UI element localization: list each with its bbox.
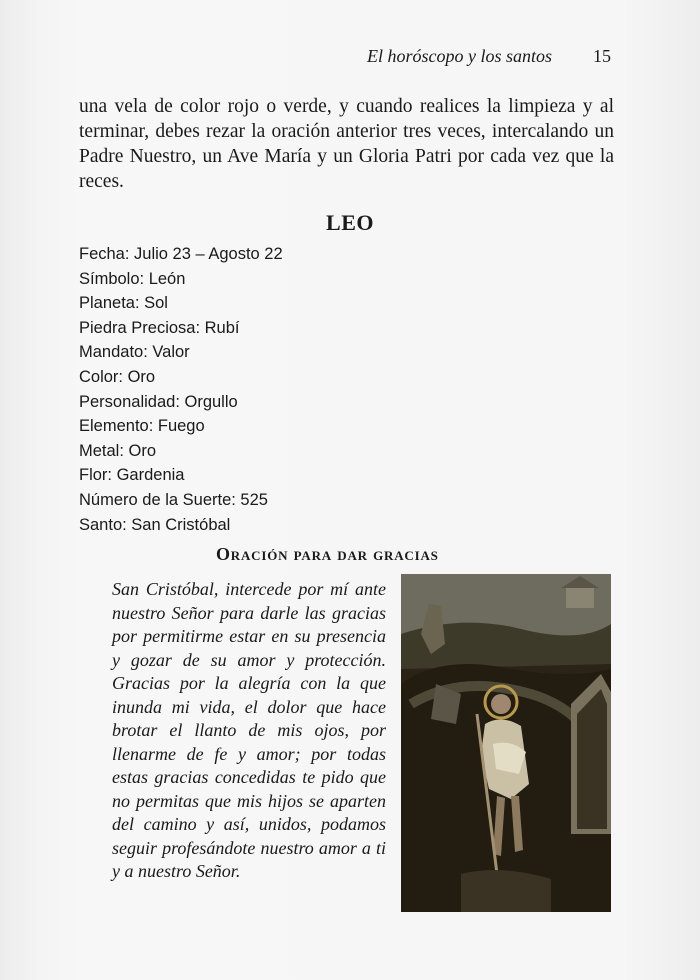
prayer-title: Oración para dar gracias (216, 544, 439, 564)
painting-illustration (401, 574, 611, 912)
fact-personality: Personalidad: Orgullo (79, 392, 238, 411)
fact-date: Fecha: Julio 23 – Agosto 22 (79, 245, 283, 263)
fact-lucky-number: Número de la Suerte: 525 (79, 490, 268, 509)
sign-title: LEO (326, 210, 374, 235)
fact-mandate: Mandato: Valor (79, 343, 190, 362)
sign-facts-list (79, 242, 419, 537)
running-header (0, 44, 700, 70)
fact-flower: Flor: Gardenia (79, 466, 185, 485)
prayer-text: San Cristóbal, intercede por mí ante nuestro Señor para darle las gracias por permitirme estar en su presencia y gozar de su amor y protección. Gracias por la alegría con la que inunda mi vida, el dolor que hace brotar el llanto de mis ojos, por llenarme de fe y amor; por todas estas gracias concedidas te pido que no permitas que mis hijos se aparten del camino y así, unidos, podamos seguir profesándote nuestro amor a ti y a nuestro Señor. (112, 579, 386, 881)
fact-metal: Metal: Oro (79, 441, 157, 460)
fact-color: Color: Oro (79, 367, 156, 386)
running-title: El horóscopo y los santos (367, 46, 553, 66)
fact-saint: Santo: San Cristóbal (79, 515, 231, 534)
fact-planet: Planeta: Sol (79, 294, 168, 313)
intro-paragraph: una vela de color rojo o verde, y cuando realices la limpieza y al terminar, debes rezar la oración anterior tres veces, intercalando un Padre Nuestro, un Ave María y un Gloria Patri por cada vez que la reces. (79, 96, 614, 192)
fact-gemstone: Piedra Preciosa: Rubí (79, 318, 240, 337)
fact-symbol: Símbolo: León (79, 269, 186, 288)
page-number: 15 (593, 46, 611, 66)
saint-christopher-painting (401, 574, 611, 912)
fact-element: Elemento: Fuego (79, 417, 205, 436)
